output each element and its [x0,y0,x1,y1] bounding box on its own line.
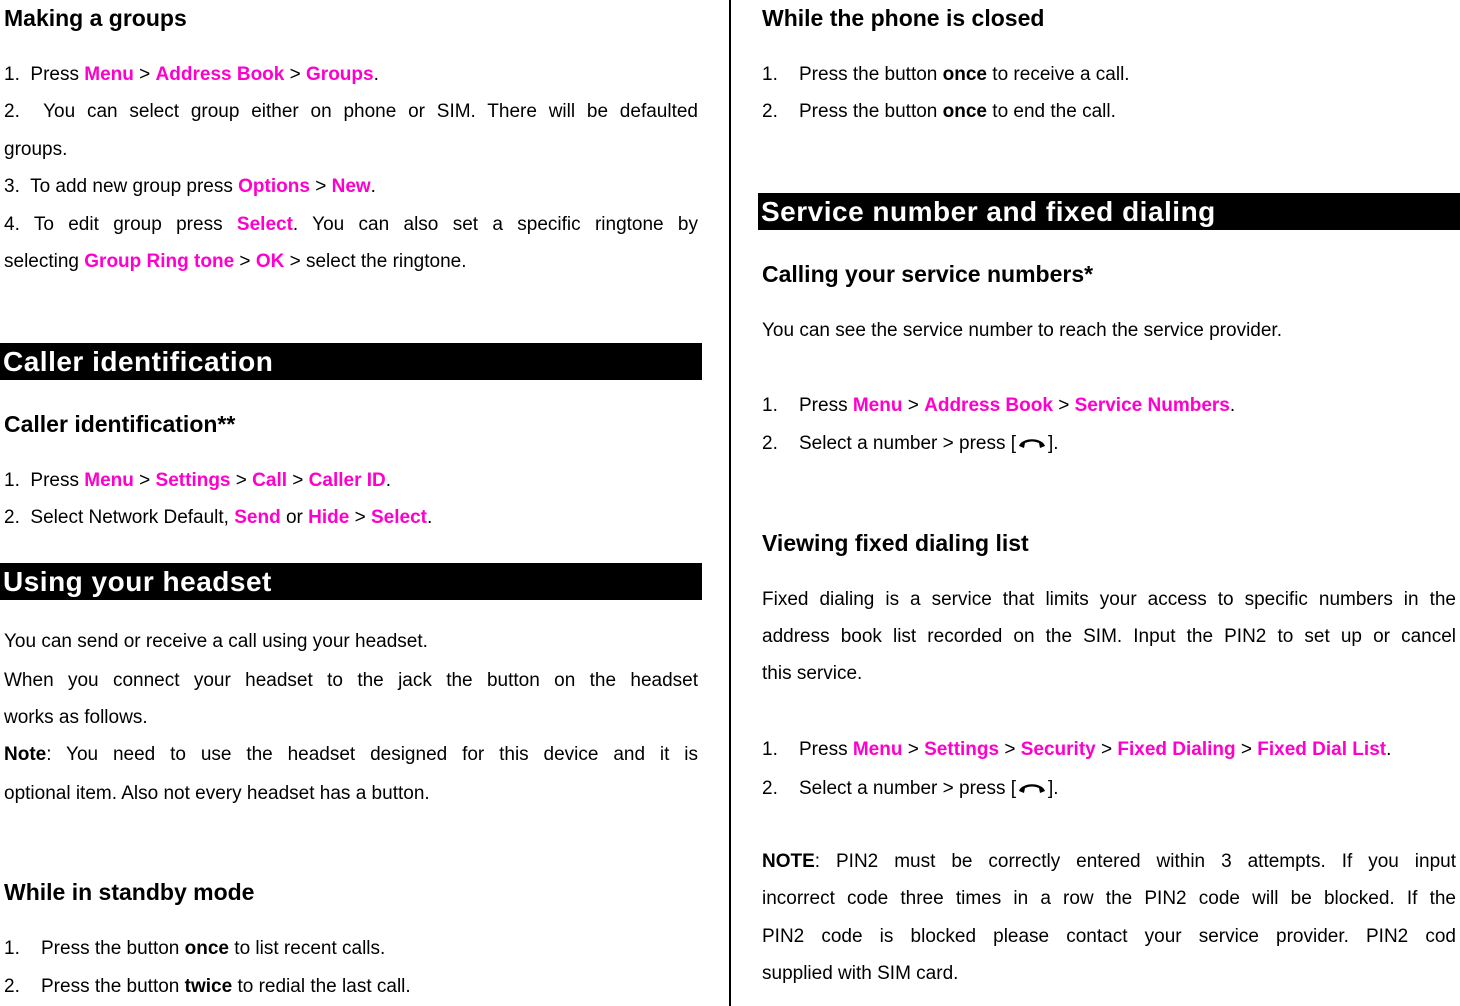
pin2-note-line-1: NOTE: PIN2 must be correctly entered within 3 attempts. If you input [762,851,1456,872]
security-link[interactable]: Security [1020,739,1096,760]
service-number-bar: Service number and fixed dialing [758,193,1460,230]
headset-note-cont: optional item. Also not every headset has a button. [4,783,430,804]
call-link[interactable]: Call [252,470,288,491]
groups-step-1: 1. Press Menu > Address Book > Groups. [4,64,379,85]
fixed-dialing-heading: Viewing fixed dialing list [762,530,1029,556]
send-link[interactable]: Send [234,507,281,528]
phone-handset-icon [1016,777,1048,797]
headset-paragraph-2: When you connect your headset to the jack the button on the headset [4,670,698,691]
hide-link[interactable]: Hide [308,507,350,528]
using-headset-bar: Using your headset [0,563,702,600]
address-book-link[interactable]: Address Book [924,395,1053,416]
groups-step-3: 3. To add new group press Options > New. [4,176,376,197]
fixed-paragraph-3: this service. [762,663,863,684]
column-divider [729,0,731,1006]
groups-link[interactable]: Groups [306,64,374,85]
select-link[interactable]: Select [236,214,293,235]
groups-step-2: 2. You can select group either on phone or SIM. There will be defaulted [4,101,698,122]
pin2-note-line-4: supplied with SIM card. [762,963,959,984]
caller-id-link[interactable]: Caller ID [308,470,386,491]
standby-step-2: 2. Press the button twice to redial the last call. [4,976,411,997]
menu-link[interactable]: Menu [852,739,903,760]
groups-step-2-cont: groups. [4,139,68,160]
menu-link[interactable]: Menu [84,64,134,85]
fixed-paragraph-2: address book list recorded on the SIM. Input the PIN2 to set up or cancel [762,626,1456,647]
standby-heading: While in standby mode [4,879,255,905]
select-link[interactable]: Select [370,507,427,528]
fixed-step-2: 2. Select a number > press [ ]. [762,778,1059,799]
headset-note: Note: You need to use the headset designed for this device and it is [4,744,698,765]
menu-link[interactable]: Menu [852,395,903,416]
menu-link[interactable]: Menu [84,470,134,491]
groups-step-4-cont: selecting Group Ring tone > OK > select the ringtone. [4,251,467,272]
fixed-dialing-link[interactable]: Fixed Dialing [1117,739,1236,760]
fixed-paragraph-1: Fixed dialing is a service that limits your access to specific numbers in the [762,589,1456,610]
caller-step-2: 2. Select Network Default, Send or Hide > Select. [4,507,433,528]
phone-handset-icon [1016,432,1048,452]
ok-link[interactable]: OK [255,251,285,272]
groups-step-4: 4. To edit group press Select. You can also set a specific ringtone by [4,214,699,235]
pin2-note-line-2: incorrect code three times in a row the PIN2 code will be blocked. If the [762,888,1456,909]
calling-step-1: 1. Press Menu > Address Book > Service Numbers. [762,395,1236,416]
headset-paragraph-2-cont: works as follows. [4,707,148,728]
closed-step-2: 2. Press the button once to end the call. [762,101,1116,122]
caller-identification-bar: Caller identification [0,343,702,380]
settings-link[interactable]: Settings [924,739,1000,760]
caller-step-1: 1. Press Menu > Settings > Call > Caller ID. [4,470,392,491]
groups-heading: Making a groups [4,5,187,31]
calling-service-heading: Calling your service numbers* [762,261,1094,287]
service-numbers-link[interactable]: Service Numbers [1074,395,1230,416]
settings-link[interactable]: Settings [155,470,231,491]
standby-step-1: 1. Press the button once to list recent calls. [4,938,386,959]
address-book-link[interactable]: Address Book [155,64,285,85]
group-ring-tone-link[interactable]: Group Ring tone [84,251,235,272]
caller-id-heading: Caller identification** [4,411,236,437]
fixed-step-1: 1. Press Menu > Settings > Security > Fixed Dialing > Fixed Dial List. [762,739,1392,760]
fixed-dial-list-link[interactable]: Fixed Dial List [1257,739,1387,760]
calling-paragraph: You can see the service number to reach the service provider. [762,320,1282,341]
new-link[interactable]: New [331,176,371,197]
closed-step-1: 1. Press the button once to receive a call. [762,64,1130,85]
closed-heading: While the phone is closed [762,5,1045,31]
options-link[interactable]: Options [238,176,310,197]
pin2-note-line-3: PIN2 code is blocked please contact your service provider. PIN2 cod [762,926,1456,947]
calling-step-2: 2. Select a number > press [ ]. [762,433,1059,454]
headset-paragraph-1: You can send or receive a call using your headset. [4,631,428,652]
